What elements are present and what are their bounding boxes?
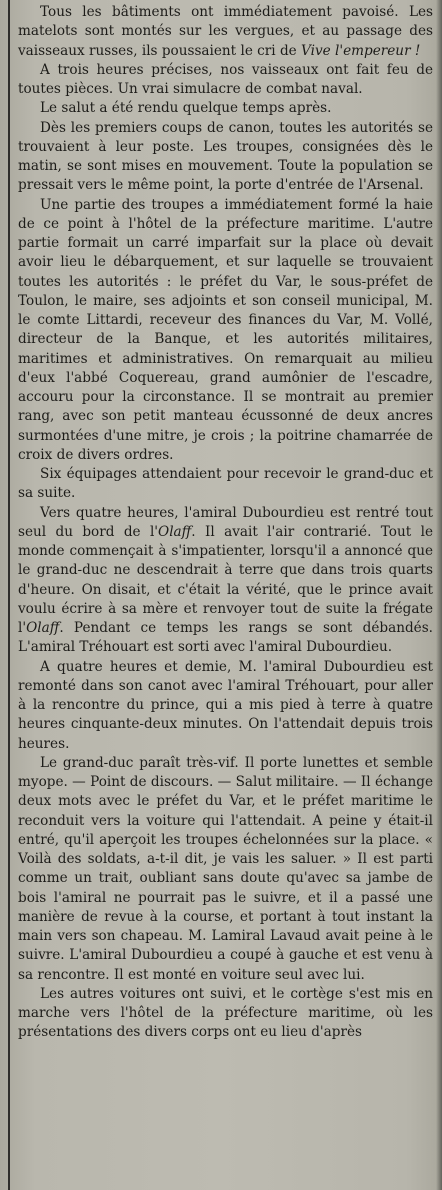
paragraph-cortege: Les autres voitures ont suivi, et le cortège s'est mis en marche vers l'hôtel de la préfecture maritime, où les présentations des divers corps ont eu lieu d'après — [18, 985, 433, 1041]
paragraph-salut: Le salut a été rendu quelque temps après. — [40, 100, 332, 117]
paragraph-equipages: Six équipages attendaient pour recevoir le grand-duc et sa suite. — [18, 466, 433, 502]
paragraph-quatre-heures: Vers quatre heures, l'amiral Dubourdieu est rentré tout seul du bord de l'Olaff. Il avait l'air contrarié. Tout le monde commençait à s'impatienter, lorsqu'il a annoncé que le grand-duc ne descendrait à terre que dans trois quarts d'heure. On disait, et c'était la vérité, que le prince avait voulu écrire à sa mère et renvoyer tout de suite la frégate l'Olaff. Pendant ce temps les rangs se sont débandés. L'amiral Tréhouart est sorti avec l'amiral Dubourdieu. — [18, 504, 433, 656]
paragraph-grand-duc: Le grand-duc paraît très-vif. Il porte lunettes et semble myope. — Point de discours. — Salut militaire. — Il échange deux mots avec le préfet du Var, et le préfet maritime le reconduit vers la voiture qui l'attendait. A peine y était-il entré, qu'il aperçoit les troupes échelonnées sur la place. « Voilà des soldats, a-t-il dit, je vais les saluer. » Il est parti comme un trait, oubliant sans doute qu'avec sa jambe de bois l'amiral ne pourrait pas le suivre, et il a passé une manière de revue à la course, et portant à tout instant la main vers son chapeau. M. Lamiral Lavaud avait peine à le suivre. L'amiral Dubourdieu a coupé à gauche et est venu à sa rencontre. Il est monté en voiture seul avec lui. — [18, 754, 433, 983]
paragraph-pavoise: Tous les bâtiments ont immédiatement pavoisé. Les matelots sont montés sur les vergues, et au passage des vaisseaux russes, ils poussaient le cri de Vive l'empereur ! — [18, 4, 433, 59]
column-rule — [8, 0, 10, 1190]
paragraph-feu: A trois heures précises, nos vaisseaux ont fait feu de toutes pièces. Un vrai simulacre de combat naval. — [18, 61, 433, 97]
article-column — [18, 3, 433, 1043]
paragraph-autorites: Dès les premiers coups de canon, toutes les autorités se trouvaient à leur poste. Les troupes, consignées dès le matin, se sont mises en mouvement. Toute la population se pressait vers le même point, la porte d'entrée de l'Arsenal. — [18, 119, 433, 194]
paragraph-troupes: Une partie des troupes a immédiatement formé la haie de ce point à l'hôtel de la préfecture maritime. L'autre partie formait un carré imparfait sur la place où devait avoir lieu le débarquement, et sur laquelle se trouvaient toutes les autorités : le préfet du Var, le sous-préfet de Toulon, le maire, ses adjoints et son conseil municipal, M. le comte Littardi, receveur des finances du Var, M. Vollé, directeur de la Banque, et les autorités militaires, maritimes et administratives. On remarquait au milieu d'eux l'abbé Coquereau, grand aumônier de l'escadre, accouru pour la circonstance. Il se montrait au premier rang, avec son petit manteau écussonné de deux ancres surmontées d'une mitre, je crois ; la poitrine chamarrée de croix de divers ordres. — [18, 196, 433, 463]
page-edge-shadow — [436, 0, 442, 1190]
paragraph-quatre-heures-demie: A quatre heures et demie, M. l'amiral Dubourdieu est remonté dans son canot avec l'amiral Tréhouart, pour aller à la rencontre du prince, qui a mis pied à terre à quatre heures cinquante-deux minutes. On l'attendait depuis trois heures. — [18, 658, 433, 752]
